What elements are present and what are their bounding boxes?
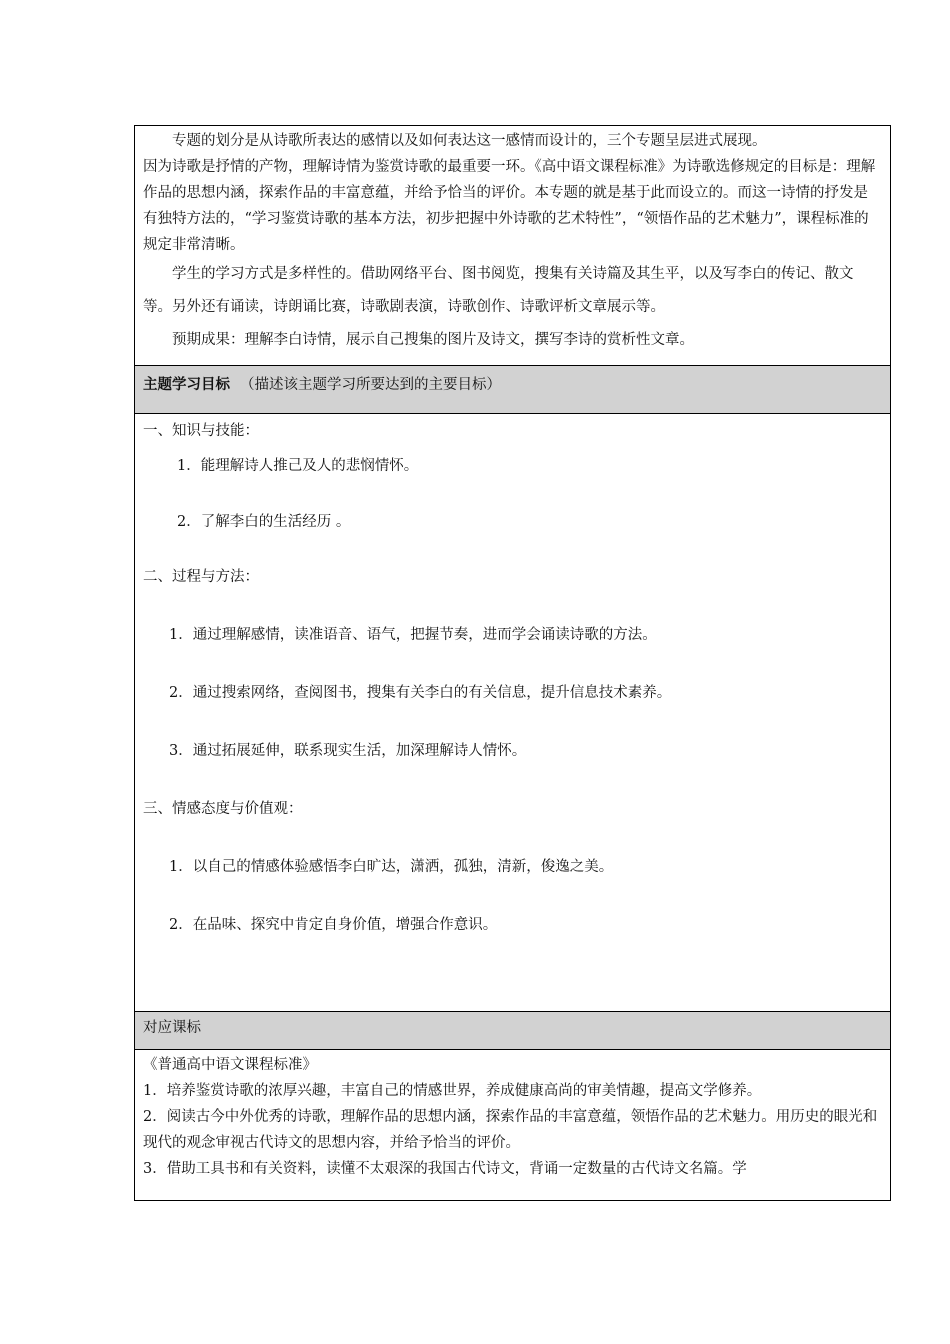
intro-section bbox=[135, 126, 890, 366]
emotion-title: 三、情感态度与价值观： bbox=[143, 801, 303, 817]
process-title: 二、过程与方法： bbox=[143, 569, 259, 585]
standard-name: 《普通高中语文课程标准》 bbox=[143, 1057, 317, 1073]
knowledge-item: 2．了解李白的生活经历 。 bbox=[177, 514, 351, 530]
intro-paragraph-4: 预期成果：理解李白诗情，展示自己搜集的图片及诗文，撰写李诗的赏析性文章。 bbox=[172, 332, 694, 348]
intro-paragraph-2: 因为诗歌是抒情的产物，理解诗情为鉴赏诗歌的最重要一环。《高中语文课程标准》为诗歌选修规定的目标是：理解作品的思想内涵，探索作品的丰富意蕴，并给予恰当的评价。本专题的就是基于此而设立的。而这一诗情的抒发是有独特方法的，“学习鉴赏诗歌的基本方法，初步把握中外诗歌的艺术特性”，“领悟作品的艺术魅力”，课程标准的规定非常清晰。 bbox=[143, 159, 876, 253]
goals-header bbox=[135, 366, 890, 414]
process-item: 3．通过拓展延伸，联系现实生活，加深理解诗人情怀。 bbox=[169, 743, 527, 759]
lesson-plan-table bbox=[134, 125, 891, 1201]
intro-paragraph-1: 专题的划分是从诗歌所表达的感情以及如何表达这一感情而设计的，三个专题呈层进式展现。 bbox=[172, 133, 767, 149]
knowledge-item: 1．能理解诗人推己及人的悲悯情怀。 bbox=[177, 458, 419, 474]
process-item: 2．通过搜索网络，查阅图书，搜集有关李白的有关信息，提升信息技术素养。 bbox=[169, 685, 672, 701]
goals-header-note: （描述该主题学习所要达到的主要目标） bbox=[240, 377, 501, 393]
emotion-item: 2．在品味、探究中肯定自身价值，增强合作意识。 bbox=[169, 917, 498, 933]
goals-header-title: 主题学习目标 bbox=[143, 377, 230, 393]
standard-item: 1．培养鉴赏诗歌的浓厚兴趣，丰富自己的情感世界，养成健康高尚的审美情趣，提高文学修养。 bbox=[143, 1083, 762, 1099]
standard-item: 3．借助工具书和有关资料，读懂不太艰深的我国古代诗文，背诵一定数量的古代诗文名篇。学 bbox=[143, 1161, 747, 1177]
standard-header bbox=[135, 1012, 890, 1050]
standard-item: 2．阅读古今中外优秀的诗歌，理解作品的思想内涵，探索作品的丰富意蕴，领悟作品的艺术魅力。用历史的眼光和现代的观念审视古代诗文的思想内容，并给予恰当的评价。 bbox=[143, 1109, 878, 1151]
goals-section bbox=[135, 414, 890, 1012]
knowledge-title: 一、知识与技能： bbox=[143, 423, 259, 439]
standard-header-title: 对应课标 bbox=[143, 1020, 201, 1036]
process-item: 1．通过理解感情，读准语音、语气，把握节奏，进而学会诵读诗歌的方法。 bbox=[169, 627, 657, 643]
emotion-item: 1．以自己的情感体验感悟李白旷达，潇洒，孤独，清新，俊逸之美。 bbox=[169, 859, 614, 875]
standard-section bbox=[135, 1050, 890, 1200]
intro-paragraph-3: 学生的学习方式是多样性的。借助网络平台、图书阅览，搜集有关诗篇及其生平，以及写李白的传记、散文等。另外还有诵读，诗朗诵比赛，诗歌剧表演，诗歌创作、诗歌评析文章展示等。 bbox=[143, 266, 854, 315]
